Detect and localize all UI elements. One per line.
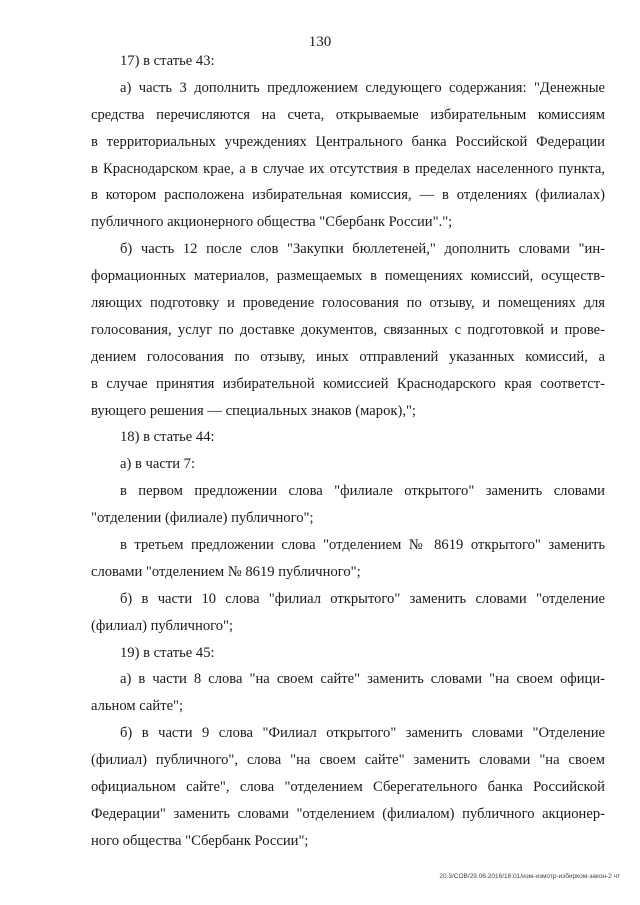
text-line: "отделении (филиале) публичного";	[91, 510, 314, 527]
text-line: публичного акционерного общества "Сбербанк России".";	[91, 214, 453, 231]
page-number: 130	[308, 34, 332, 50]
text-line: официальном сайте", слова "отделением Сберегательного банка Российской	[91, 779, 605, 796]
text-line: 17) в статье 43:	[120, 53, 215, 69]
text-line: Федерации" заменить словами "отделением (филиалом) публичного акционер-	[91, 805, 605, 822]
text-line: в случае принятия избирательной комиссией Краснодарского края соответст-	[91, 375, 605, 392]
text-line: 18) в статье 44:	[120, 429, 215, 446]
text-line: голосования, услуг по доставке документов, связанных с подготовкой и прове-	[91, 321, 605, 338]
text-line: а) в части 7:	[120, 456, 196, 473]
text-line: формационных материалов, размещаемых в помещениях комиссий, осуществ-	[91, 268, 605, 285]
text-line: дением голосования по отзыву, иных отправлений указанных комиссий, а	[91, 348, 605, 365]
text-line: вующего решения — специальных знаков (марок),";	[91, 402, 416, 419]
document-body	[91, 48, 605, 855]
text-line: в Краснодарском крае, а в случае их отсутствия в пределах населенного пункта,	[91, 160, 605, 177]
text-line: а) часть 3 дополнить предложением следующего содержания: "Денежные	[120, 79, 605, 96]
text-line: в котором расположена избирательная комиссия, — в отделениях (филиалах)	[91, 187, 605, 204]
text-line: ного общества "Сбербанк России";	[91, 832, 309, 849]
text-line: в первом предложении слова "филиале открытого" заменить словами	[120, 483, 605, 500]
text-line: словами "отделением № 8619 публичного";	[91, 563, 361, 580]
footer-code: 20.3/COB/29.06.2016/16:01/изм-измотр-избирком-закон-2 чт	[439, 873, 620, 880]
text-line: 19) в статье 45:	[120, 644, 215, 661]
text-line: альном сайте";	[91, 698, 184, 715]
text-line: б) в части 9 слова "Филиал открытого" заменить словами "Отделение	[120, 725, 605, 742]
text-line: в территориальных учреждениях Центрального банка Российской Федерации	[91, 133, 605, 150]
text-line: в третьем предложении слова "отделением № 8619 открытого" заменить	[120, 537, 605, 554]
text-line: а) в части 8 слова "на своем сайте" заменить словами "на своем офици-	[120, 671, 605, 688]
text-line: ляющих подготовку и проведение голосования по отзыву, и помещениях для	[91, 295, 605, 312]
text-line: средства перечисляются на счета, открываемые избирательным комиссиям	[91, 106, 605, 123]
text-line: б) часть 12 после слов "Закупки бюллетеней," дополнить словами "ин-	[120, 241, 605, 258]
text-line: б) в части 10 слова "филиал открытого" заменить словами "отделение	[120, 590, 605, 607]
text-line: (филиал) публичного";	[91, 617, 234, 634]
text-line: (филиал) публичного", слова "на своем сайте" заменить словами "на своем	[91, 752, 605, 769]
